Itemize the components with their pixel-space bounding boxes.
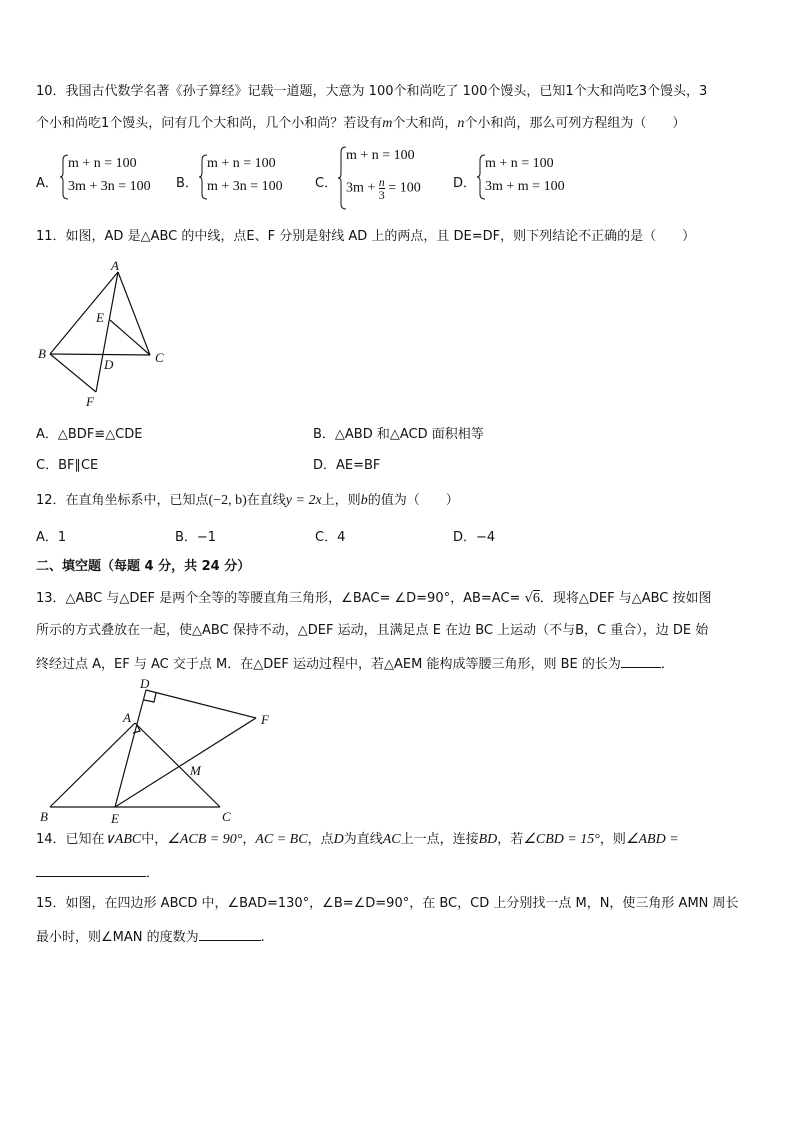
- q14-line2: ．: [36, 862, 159, 884]
- q11-option-d: D．AE=BF: [313, 458, 381, 473]
- point-label-c: C: [222, 809, 231, 824]
- section-title-fill-in: 二、填空题（每题 4 分，共 24 分）: [36, 559, 251, 574]
- answer-blank[interactable]: [199, 926, 261, 941]
- point-label-f: F: [86, 394, 94, 409]
- q12-option-c: C．4: [315, 530, 346, 545]
- answer-blank[interactable]: [36, 862, 146, 877]
- point-label-a: A: [123, 710, 131, 725]
- q10-line1: 10．我国古代数学名著《孙子算经》记载一道题，大意为 100个和尚吃了 100个馒头，已知1个大和尚吃3个馒头，3: [36, 84, 708, 99]
- point-label-e: E: [111, 811, 119, 826]
- point-label-b: B: [40, 809, 48, 824]
- point-label-b: B: [38, 346, 46, 361]
- q13-line2: 所示的方式叠放在一起，使△ABC 保持不动，△DEF 运动，且满足点 E 在边 BC 上运动（不与B，C 重合），边 DE 始: [36, 623, 709, 638]
- fraction-n-over-3: $\frac{n}{3}$: [378, 175, 385, 202]
- q11-figure: [30, 258, 170, 410]
- q12-stem: 12．在直角坐标系中，已知点(−2, b)在直线y = 2x上，则b的值为（ ）: [36, 493, 459, 508]
- q11-option-b: B．△ABD 和△ACD 面积相等: [313, 427, 484, 442]
- point-label-m: M: [190, 763, 201, 778]
- sqrt-symbol: √: [524, 591, 533, 606]
- q10-option-b-system: m + n = 100 m + 3n = 100: [199, 154, 309, 200]
- q12-option-a: A．1: [36, 530, 67, 545]
- q11-option-c: C．BF∥CE: [36, 458, 99, 473]
- point-label-c: C: [155, 350, 164, 365]
- q15-line1: 15．如图，在四边形 ABCD 中，∠BAD=130°，∠B=∠D=90°，在 BC，CD 上分别找一点 M，N，使三角形 AMN 周长: [36, 896, 739, 911]
- q10-option-c-system: m + n = 100 3m + $\frac{n}{3}$ = 100: [338, 146, 448, 210]
- answer-blank[interactable]: [621, 653, 661, 668]
- q12-option-b: B．−1: [175, 530, 217, 545]
- q14-line1: 14．已知在∨ABC中，∠ACB = 90°，AC = BC，点D为直线AC上一点，连接BD，若∠CBD = 15°，则∠ABD =: [36, 832, 679, 847]
- q15-line2: 最小时，则∠MAN 的度数为 .: [36, 926, 265, 948]
- q10-option-b-label: B．: [176, 176, 198, 191]
- point-label-e: E: [96, 310, 104, 325]
- q13-line1: 13．△ABC 与△DEF 是两个全等的等腰直角三角形，∠BAC= ∠D=90°，AB=AC= √6．现将△DEF 与△ABC 按如图: [36, 591, 712, 606]
- q10-line2: 个小和尚吃1个馒头，问有几个大和尚，几个小和尚？若设有m个大和尚，n个小和尚，那么可列方程组为（ ）: [36, 116, 686, 131]
- q10-option-a-system: m + n = 100 3m + 3n = 100: [60, 154, 170, 200]
- q10-option-c-label: C．: [315, 176, 338, 191]
- point-label-d: D: [140, 676, 150, 691]
- q12-option-d: D．−4: [453, 530, 496, 545]
- q11-option-a: A．△BDF≌△CDE: [36, 427, 143, 442]
- point-label-d: D: [104, 357, 114, 372]
- q10-option-a-label: A．: [36, 176, 58, 191]
- q13-figure: [30, 676, 290, 826]
- q13-line3: 终经过点 A，EF 与 AC 交于点 M．在△DEF 运动过程中，若△AEM 能构成等腰三角形，则 BE 的长为 ．: [36, 653, 674, 675]
- q11-stem: 11．如图，AD 是△ABC 的中线，点E、F 分别是射线 AD 上的两点，且 DE=DF，则下列结论不正确的是（ ）: [36, 229, 696, 244]
- point-label-f: F: [261, 712, 269, 727]
- q10-option-d-label: D．: [453, 176, 477, 191]
- point-label-a: A: [111, 258, 119, 273]
- q10-option-d-system: m + n = 100 3m + m = 100: [477, 154, 587, 200]
